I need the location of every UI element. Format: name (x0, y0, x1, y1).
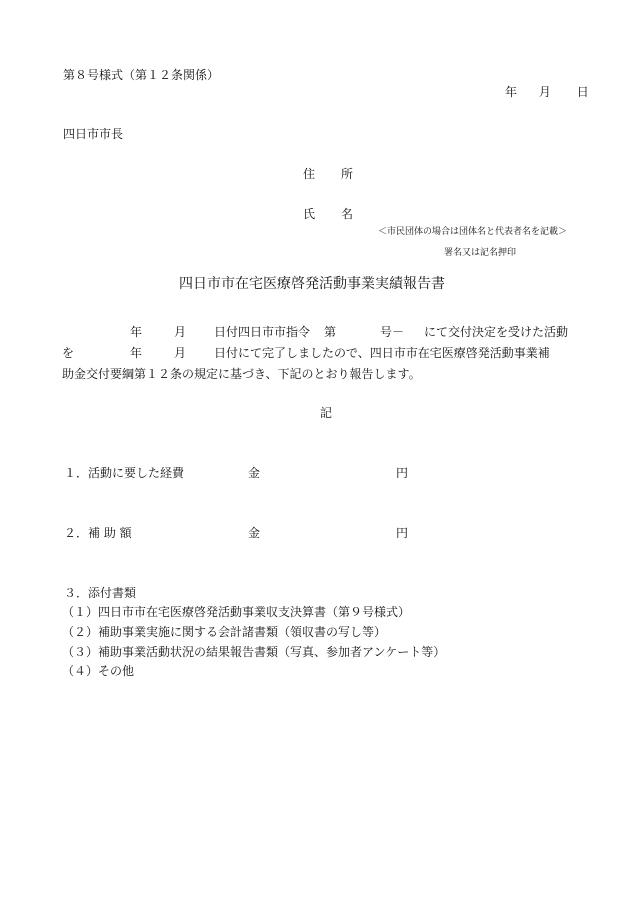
date-day: 日 (576, 85, 589, 99)
address-label: 住 所 (303, 167, 354, 181)
attachment-item: （２）補助事業実施に関する会計諸書類（領収書の写し等） (62, 625, 387, 639)
date-year: 年 (505, 85, 518, 99)
item-subsidy: ２． 補 助 額 金 円 (64, 526, 409, 540)
body-line-2: を 年 月 日付にて完了しましたので、四日市市在宅医療啓発活動事業補 (62, 346, 550, 360)
attachments-heading: ３．添付書類 (64, 586, 137, 600)
attachment-item: （３）補助事業活動状況の結果報告書類（写真、参加者アンケート等） (62, 645, 446, 659)
body-line-1: 年 月 日付四日市市指令 第 号－ にて交付決定を受けた活動 (130, 325, 569, 339)
group-note: ＜市民団体の場合は団体名と代表者名を記載＞ (378, 227, 568, 237)
document-title: 四日市市在宅医療啓発活動事業実績報告書 (179, 276, 445, 292)
ki-heading: 記 (320, 406, 333, 420)
body-line-3: 助金交付要綱第１２条の規定に基づき、下記のとおり報告します。 (62, 367, 421, 381)
attachment-item: （１）四日市市在宅医療啓発活動事業収支決算書（第９号様式） (62, 605, 411, 619)
item-expense: １． 活動に要した経費 金 円 (64, 466, 409, 480)
form-label: 第８号様式（第１２条関係） (63, 68, 220, 82)
attachment-item: （４）その他 (62, 664, 135, 678)
date-header (505, 84, 589, 100)
date-month: 月 (538, 85, 551, 99)
signature-note: 署名又は記名押印 (444, 248, 517, 258)
name-label: 氏 名 (303, 207, 354, 221)
addressee: 四日市市長 (63, 127, 124, 141)
